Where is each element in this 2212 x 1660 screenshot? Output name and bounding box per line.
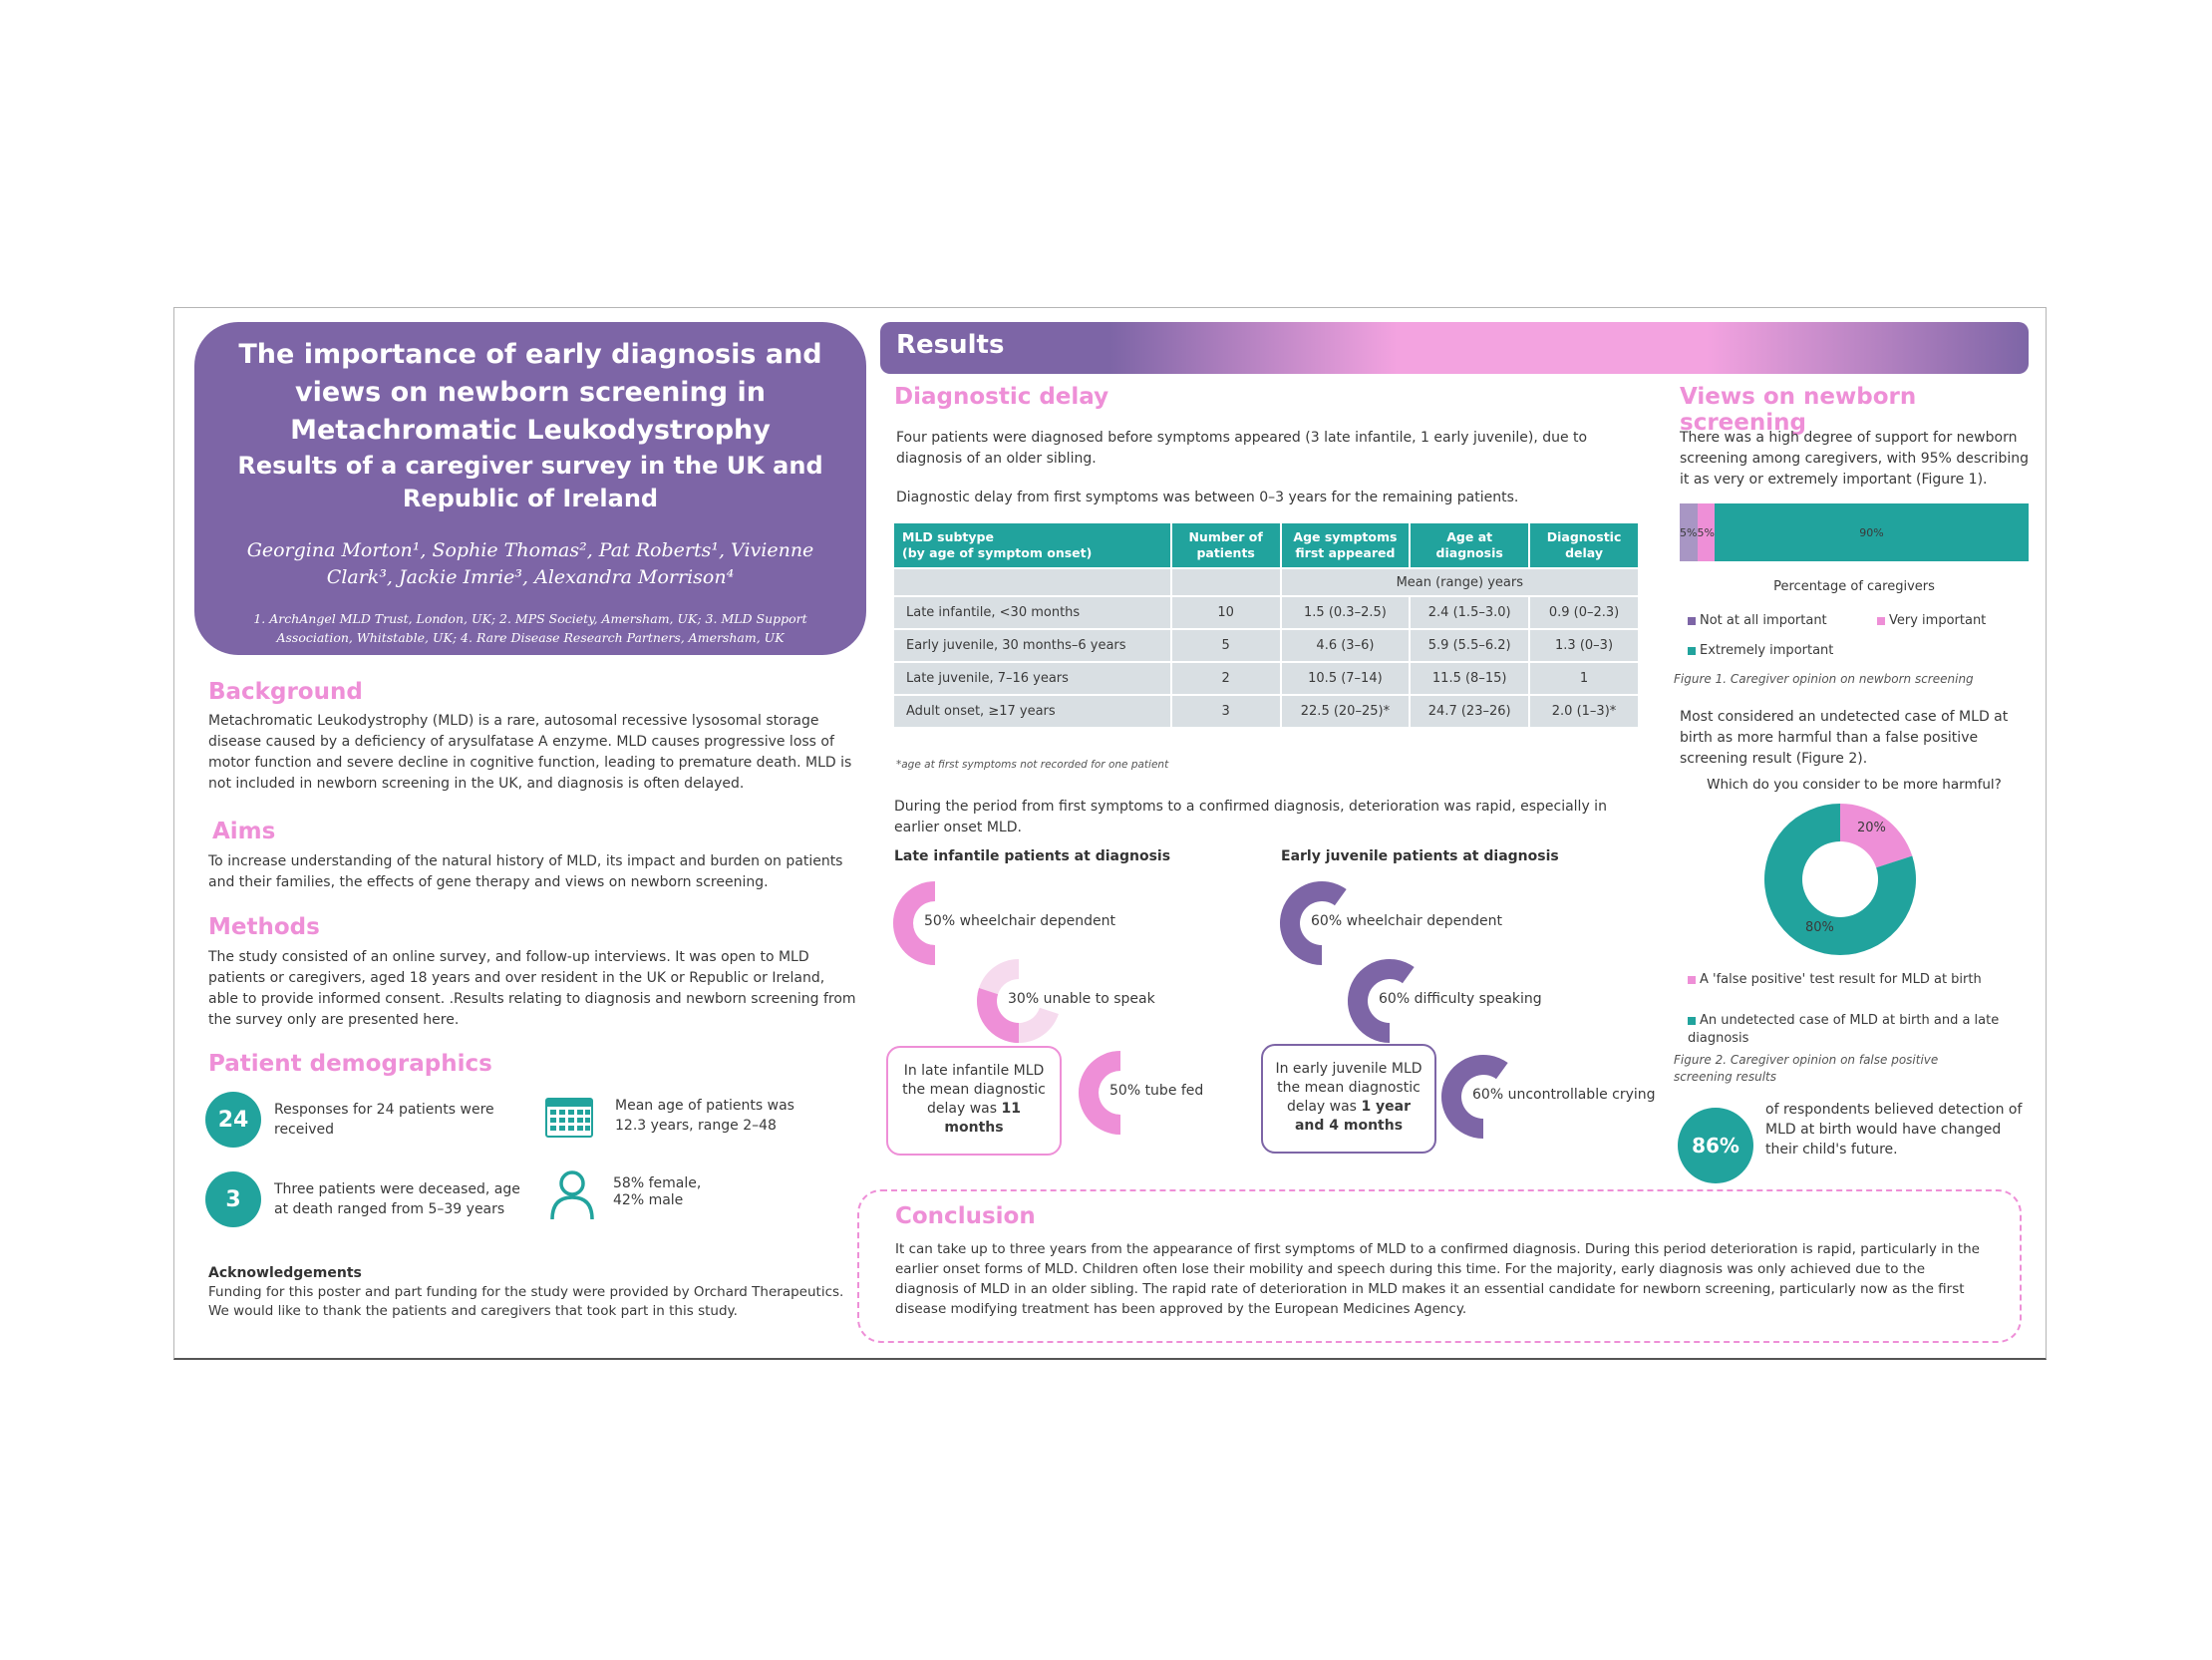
results-title: Results [896, 330, 1005, 360]
newborn-para2: Most considered an undetected case of MLD at birth as more harmful than a false positive screening result (Figure 2). [1680, 709, 2009, 767]
acknowledgements-text: Funding for this poster and part funding for the study were provided by Orchard Therapeutics. We would like to thank the patients and caregivers that took part in this study. [208, 1284, 844, 1319]
figure1-axis-title: Percentage of caregivers [1773, 579, 1935, 594]
newborn-heading: Views on newborn screening [1680, 384, 1917, 436]
responses-text: Responses for 24 patients were received [274, 1102, 494, 1138]
methods-text: The study consisted of an online survey, and follow-up interviews. It was open to MLD patients or caregivers, aged 18 years and over resident in the UK or Republic or Ireland, able to provide informed consent. .Results relating to diagnosis and newborn screening from the survey only are presented here. [208, 949, 856, 1028]
table-row: Early juvenile, 30 months–6 years 5 4.6 (3–6) 5.9 (5.5–6.2) 1.3 (0–3) [893, 629, 1639, 662]
early-juvenile-note-bold: 1 year and 4 months [1294, 1099, 1412, 1134]
table-header-subtype: MLD subtype (by age of symptom onset) [893, 522, 1171, 568]
calendar-icon [545, 1096, 593, 1138]
aims-heading: Aims [212, 819, 276, 844]
table-footnote: *age at first symptoms not recorded for one patient [896, 759, 1169, 771]
table-header-delay: Diagnostic delay [1529, 522, 1639, 568]
donut-slice-0 [1840, 804, 1912, 867]
table-mean-label: Mean (range) years [1281, 568, 1639, 596]
stat-86-text: of respondents believed detection of MLD at birth would have changed their child's future. [1765, 1102, 2023, 1158]
authors: Georgina Morton¹, Sophie Thomas², Pat Roberts¹, Vivienne Clark³, Jackie Imrie³, Alexandra Morrison⁴ [246, 539, 814, 588]
figure1-caption: Figure 1. Caregiver opinion on newborn screening [1674, 672, 1974, 686]
poster-subtitle: Results of a caregiver survey in the UK and Republic of Ireland [237, 452, 823, 512]
deceased-count-badge: 3 [205, 1171, 261, 1227]
poster [173, 307, 2047, 1360]
bar-segment-not-important: 5% [1680, 503, 1698, 561]
table-row: Adult onset, ≥17 years 3 22.5 (20–25)* 24.7 (23–26) 2.0 (1–3)* [893, 695, 1639, 728]
early-juvenile-speech-label: 60% difficulty speaking [1379, 991, 1542, 1007]
bar-segment-extremely-important: 90% [1715, 503, 2029, 561]
table-header-age-first: Age symptoms first appeared [1281, 522, 1411, 568]
legend-false-positive: A 'false positive' test result for MLD at birth [1688, 972, 1982, 987]
table-header-count: Number of patients [1171, 522, 1281, 568]
table-header-age-diag: Age at diagnosis [1410, 522, 1529, 568]
donut-label-20: 20% [1857, 821, 1886, 835]
methods-heading: Methods [208, 914, 320, 940]
conclusion-heading: Conclusion [895, 1203, 1036, 1229]
figure2-caption: Figure 2. Caregiver opinion on false positive screening results [1674, 1053, 1939, 1084]
conclusion-text: It can take up to three years from the appearance of first symptoms of MLD to a confirmed diagnosis. During this period deterioration is rapid, particularly in the earlier onset forms of MLD. Children often lose their mobility and speech during this time. For the majority, early diagnosis was only achieved due to the diagnosis of MLD in an older sibling. The rapid rate of deterioration in MLD makes it an essential candidate for newborn screening, particularly now as the first disease modifying treatment has been approved by the European Medicines Agency. [895, 1241, 1980, 1317]
conclusion-box [857, 1189, 2022, 1343]
figure2-donut-chart [1763, 803, 1917, 956]
mean-age-text: Mean age of patients was 12.3 years, range 2–48 [615, 1098, 794, 1134]
legend-very-important: Very important [1877, 613, 1986, 628]
diagnostic-delay-para2: Diagnostic delay from first symptoms was between 0–3 years for the remaining patients. [896, 490, 1519, 505]
early-juvenile-wheelchair-label: 60% wheelchair dependent [1311, 913, 1502, 929]
legend-undetected: An undetected case of MLD at birth and a late diagnosis [1688, 1013, 2000, 1046]
early-juvenile-heading: Early juvenile patients at diagnosis [1281, 848, 1559, 864]
late-infantile-tube-label: 50% tube fed [1109, 1083, 1204, 1099]
early-juvenile-note-text: In early juvenile MLD the mean diagnostic delay was [1275, 1061, 1422, 1115]
background-heading: Background [208, 679, 363, 705]
bar-segment-very-important: 5% [1698, 503, 1716, 561]
table-row: Late infantile, <30 months 10 1.5 (0.3–2.5) 2.4 (1.5–3.0) 0.9 (0–2.3) [893, 596, 1639, 629]
late-infantile-heading: Late infantile patients at diagnosis [894, 848, 1171, 864]
acknowledgements-heading: Acknowledgements [208, 1265, 362, 1281]
diagnostic-delay-table [892, 521, 1640, 729]
late-infantile-note-bold: 11 months [944, 1101, 1021, 1136]
diagnostic-delay-para3: During the period from first symptoms to a confirmed diagnosis, deterioration was rapid, especially in earlier onset MLD. [894, 799, 1607, 835]
table-row: Late juvenile, 7–16 years 2 10.5 (7–14) 11.5 (8–15) 1 [893, 662, 1639, 695]
diagnostic-delay-para1: Four patients were diagnosed before symptoms appeared (3 late infantile, 1 early juvenile), due to diagnosis of an older sibling. [896, 430, 1588, 467]
late-infantile-note [886, 1046, 1062, 1156]
figure2-title: Which do you consider to be more harmful? [1707, 777, 2002, 793]
newborn-para1: There was a high degree of support for newborn screening among caregivers, with 95% describing it as very or extremely important (Figure 1). [1680, 430, 2029, 488]
poster-title: The importance of early diagnosis and views on newborn screening in Metachromatic Leukodystrophy [238, 339, 822, 446]
donut-label-80: 80% [1805, 920, 1834, 935]
demographics-heading: Patient demographics [208, 1051, 492, 1077]
aims-text: To increase understanding of the natural history of MLD, its impact and burden on patients and their families, the effects of gene therapy and views on newborn screening. [208, 853, 843, 890]
responses-count-badge: 24 [205, 1092, 261, 1148]
late-infantile-speech-label: 30% unable to speak [1008, 991, 1155, 1007]
early-juvenile-crying-label: 60% uncontrollable crying [1472, 1087, 1656, 1103]
early-juvenile-note [1261, 1044, 1436, 1154]
background-text: Metachromatic Leukodystrophy (MLD) is a rare, autosomal recessive lysosomal storage disease caused by a deficiency of arysulfatase A enzyme. MLD causes progressive loss of motor function and severe decline in cognitive function, leading to premature death. MLD is not included in newborn screening in the UK, and diagnosis is often delayed. [208, 713, 852, 792]
affiliations: 1. ArchAngel MLD Trust, London, UK; 2. MPS Society, Amersham, UK; 3. MLD Support Association, Whitstable, UK; 4. Rare Disease Research Partners, Amersham, UK [253, 611, 807, 645]
late-infantile-wheelchair-label: 50% wheelchair dependent [924, 913, 1115, 929]
sex-text: 58% female, 42% male [613, 1175, 702, 1208]
title-block [194, 322, 866, 655]
diagnostic-delay-heading: Diagnostic delay [894, 384, 1109, 410]
stat-86-badge: 86% [1678, 1108, 1753, 1183]
results-banner [880, 322, 2029, 374]
legend-extremely-important: Extremely important [1688, 643, 1833, 658]
late-infantile-note-text: In late infantile MLD the mean diagnostic delay was [902, 1063, 1046, 1117]
deceased-text: Three patients were deceased, age at death ranged from 5–39 years [274, 1181, 520, 1217]
figure1-stacked-bar [1680, 503, 2029, 561]
legend-not-important: Not at all important [1688, 613, 1827, 628]
person-icon [549, 1169, 595, 1221]
